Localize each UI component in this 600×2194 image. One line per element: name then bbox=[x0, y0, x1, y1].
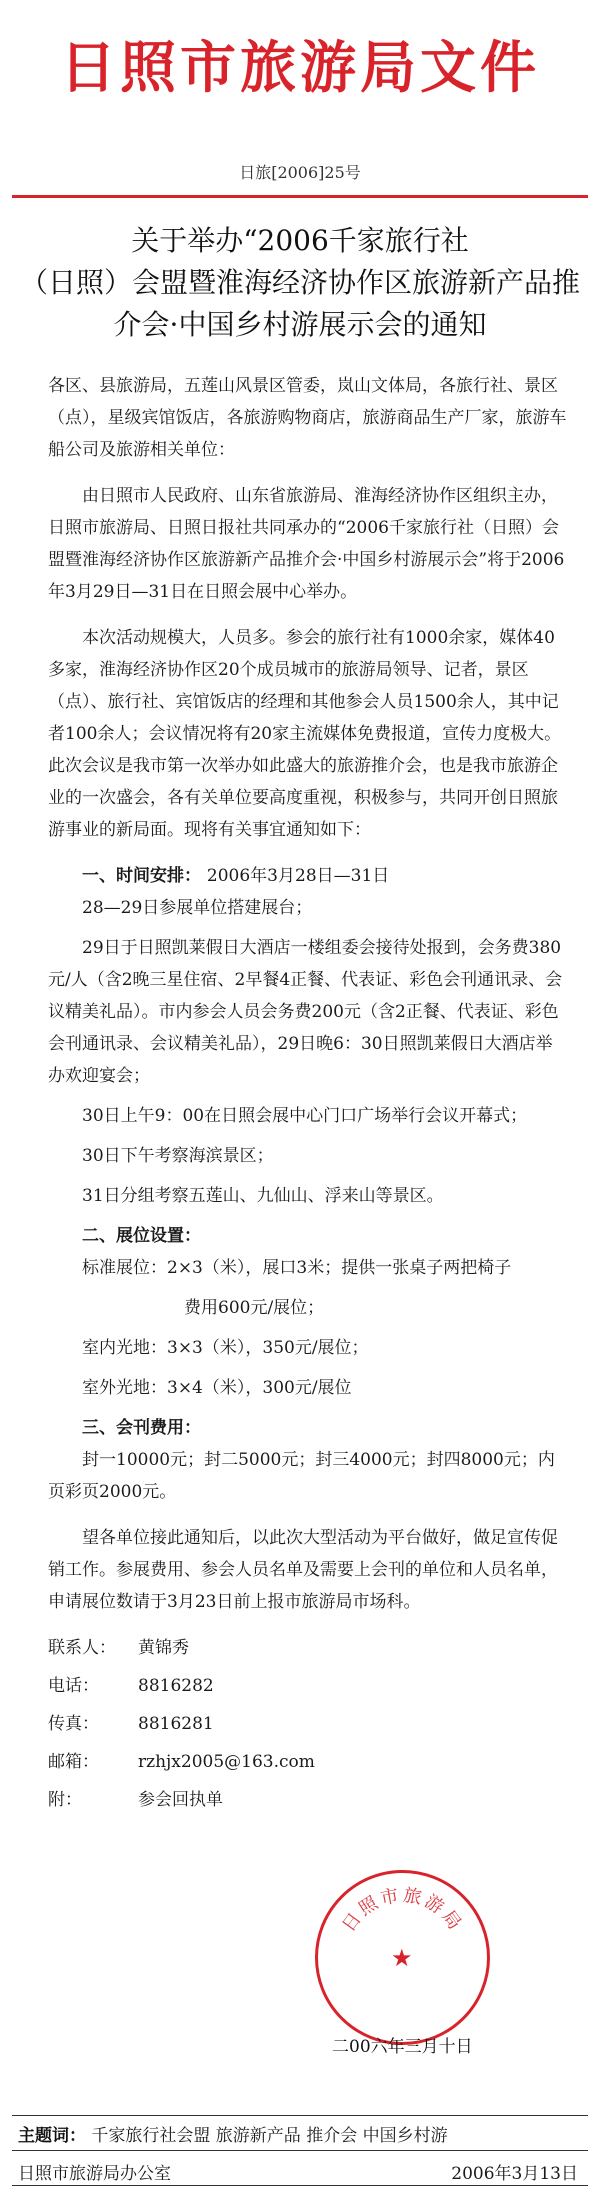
contact-list bbox=[48, 1632, 568, 1816]
contact-person-label: 联系人： bbox=[48, 1638, 116, 1658]
svg-text:日照市旅游局 bbox=[338, 1885, 467, 1936]
subject-keywords bbox=[18, 2121, 578, 2146]
document-body bbox=[48, 370, 568, 1822]
contact-fax-value: 8816281 bbox=[138, 1714, 214, 1734]
notice-title-line-1: 关于举办“2006千家旅行社 bbox=[131, 224, 469, 257]
section-1-heading bbox=[48, 860, 568, 892]
issue-date: 二00六年三月十日 bbox=[332, 2037, 473, 2057]
contact-phone-label: 电话： bbox=[48, 1676, 99, 1696]
subject-label: 主题词： bbox=[18, 2126, 86, 2146]
document-number: 日旅[2006]25号 bbox=[239, 163, 361, 182]
contact-email bbox=[48, 1746, 568, 1778]
body-paragraph-2: 本次活动规模大，人员多。参会的旅行社有1000余家，媒体40多家，淮海经济协作区20个成员城市的旅游局领导、记者，景区（点）、旅行社、宾馆饭店的经理和其他参会人员1500余人，其中记者100余人；会议情况将有20家主流媒体免费报道，宣传力度极大。此次会议是我市第一次举办如此盛大的旅游推介会，也是我市旅游企业的一次盛会，各有关单位要高度重视，积极参与，共同开创日照旅游事业的新局面。现将有关事宜通知如下： bbox=[48, 628, 562, 840]
subject-value: 千家旅行社会盟 旅游新产品 推介会 中国乡村游 bbox=[91, 2126, 448, 2146]
seal-star-icon: ★ bbox=[391, 1944, 413, 1972]
section-1-title: 一、时间安排： bbox=[82, 866, 201, 886]
notice-title-line-3: 介会·中国乡村游展示会的通知 bbox=[113, 308, 487, 341]
document-footer bbox=[18, 2159, 578, 2184]
section-2-heading: 二、展位设置： bbox=[82, 1226, 201, 1246]
footer-rule-mid bbox=[12, 2150, 588, 2151]
issuing-office: 日照市旅游局办公室 bbox=[18, 2164, 171, 2184]
document-header-title: 日照市旅游局文件 bbox=[60, 36, 540, 101]
notice-title-line-2: （日照）会盟暨淮海经济协作区旅游新产品推 bbox=[19, 266, 580, 299]
contact-person bbox=[48, 1632, 568, 1664]
print-date: 2006年3月13日 bbox=[451, 2164, 578, 2184]
contact-person-value: 黄锦秀 bbox=[138, 1638, 189, 1658]
seal-text: 日照市旅游局 bbox=[338, 1884, 467, 1936]
recipients-paragraph: 各区、县旅游局，五莲山风景区管委，岚山文体局，各旅行社、景区（点），星级宾馆饭店，各旅游购物商店，旅游商品生产厂家，旅游车船公司及旅游相关单位： bbox=[48, 376, 567, 460]
booth-line-1: 标准展位：2×3（米），展口3米；提供一张桌子两把椅子 bbox=[82, 1258, 512, 1278]
contact-phone-value: 8816282 bbox=[138, 1676, 214, 1696]
body-paragraph-1: 由日照市人民政府、山东省旅游局、淮海经济协作区组织主办，日照市旅游局、日照日报社共同承办的“2006千家旅行社（日照）会盟暨淮海经济协作区旅游新产品推介会·中国乡村游展示会”将于2006年3月29日—31日在日照会展中心举办。 bbox=[48, 486, 565, 602]
schedule-line-4: 30日下午考察海滨景区； bbox=[82, 1146, 274, 1166]
section-3-heading: 三、会刊费用： bbox=[82, 1418, 201, 1438]
contact-phone bbox=[48, 1670, 568, 1702]
official-seal bbox=[315, 1870, 490, 2045]
contact-email-label: 邮箱： bbox=[48, 1752, 99, 1772]
footer-rule-bottom bbox=[12, 2185, 588, 2186]
fee-line: 封一10000元；封二5000元；封三4000元；封四8000元；内页彩页2000元。 bbox=[48, 1450, 555, 1502]
section-1-time: 2006年3月28日—31日 bbox=[206, 866, 390, 886]
contact-fax-label: 传真： bbox=[48, 1714, 99, 1734]
closing-paragraph: 望各单位接此通知后，以此次大型活动为平台做好，做足宣传促销工作。参展费用、参会人员名单及需要上会刊的单位和人员名单，申请展位数请于3月23日前上报市旅游局市场科。 bbox=[48, 1528, 558, 1612]
booth-line-2: 室内光地：3×3（米），350元/展位； bbox=[82, 1338, 369, 1358]
contact-email-value: rzhjx2005@163.com bbox=[138, 1752, 315, 1772]
attachment-value: 参会回执单 bbox=[138, 1790, 223, 1810]
header-red-rule bbox=[12, 195, 588, 198]
schedule-line-1: 28—29日参展单位搭建展台； bbox=[82, 898, 313, 918]
notice-title bbox=[0, 220, 600, 346]
contact-fax bbox=[48, 1708, 568, 1740]
booth-line-1-cont: 费用600元/展位； bbox=[184, 1298, 325, 1318]
footer-rule-top bbox=[12, 2115, 588, 2116]
schedule-line-5: 31日分组考察五莲山、九仙山、浮来山等景区。 bbox=[82, 1186, 444, 1206]
booth-line-3: 室外光地：3×4（米），300元/展位 bbox=[82, 1378, 352, 1398]
attachment-label: 附： bbox=[48, 1790, 82, 1810]
attachment-note bbox=[48, 1784, 568, 1816]
schedule-line-2: 29日于日照凯莱假日大酒店一楼组委会接待处报到，会务费380元/人（含2晚三星住宿、2早餐4正餐、代表证、彩色会刊通讯录、会议精美礼品）。市内参会人员会务费200元（含2正餐、代表证、彩色会刊通讯录、会议精美礼品），29日晚6：30日照凯莱假日大酒店举办欢迎宴会； bbox=[48, 938, 563, 1086]
schedule-line-3: 30日上午9：00在日照会展中心门口广场举行会议开幕式； bbox=[82, 1106, 528, 1126]
